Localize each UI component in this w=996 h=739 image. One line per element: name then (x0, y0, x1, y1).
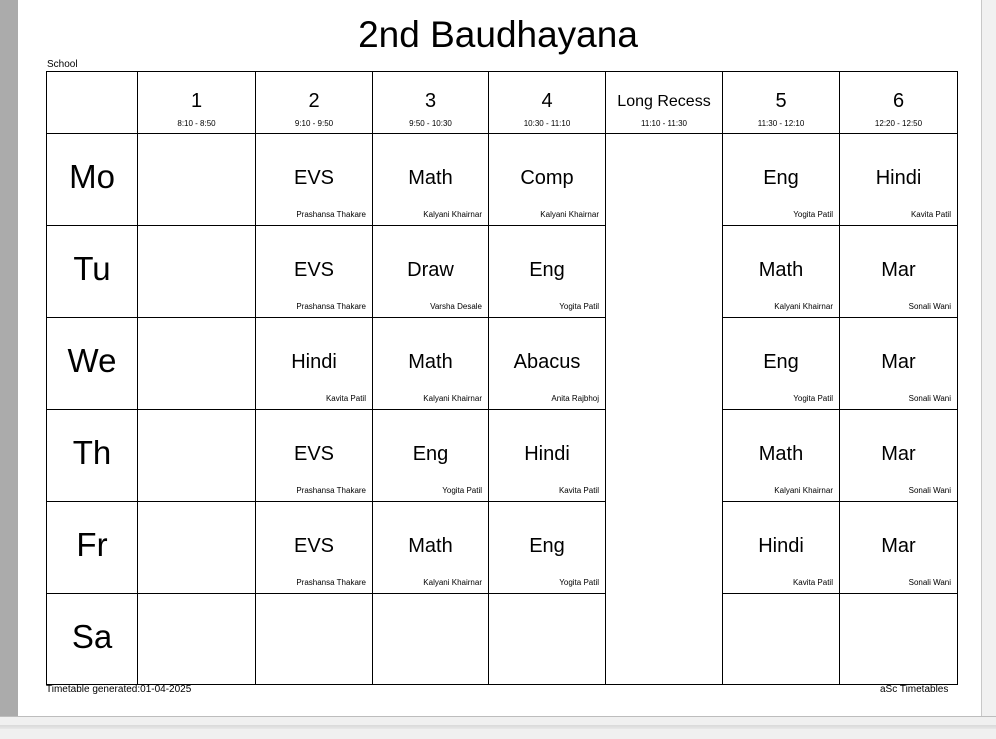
day-cell (47, 594, 138, 685)
day-row-sa (47, 594, 958, 685)
lesson-subject: Math (408, 167, 453, 189)
lesson-cell-empty (373, 594, 489, 685)
lesson-teacher: Kalyani Khairnar (540, 210, 599, 219)
day-row-fr (47, 502, 958, 594)
lesson-subject: Eng (412, 443, 449, 465)
lesson-cell (256, 410, 373, 502)
lesson-teacher: Prashansa Thakare (296, 486, 366, 495)
lesson-cell-empty (489, 594, 606, 685)
lesson-subject: Comp (520, 167, 574, 189)
lesson-cell-empty (138, 318, 256, 410)
lesson-subject: Eng (529, 259, 565, 281)
lesson-cell-empty (840, 594, 958, 685)
lesson-teacher: Yogita Patil (559, 302, 599, 311)
lesson-cell (373, 410, 489, 502)
lesson-teacher: Prashansa Thakare (296, 210, 366, 219)
lesson-subject: Abacus (513, 351, 581, 373)
day-name: Sa (71, 618, 113, 655)
lesson-teacher: Yogita Patil (559, 578, 599, 587)
lesson-teacher: Prashansa Thakare (296, 302, 366, 311)
lesson-cell (256, 134, 373, 226)
long-recess-column (606, 134, 723, 685)
lesson-subject: Math (758, 443, 804, 465)
period-number: 5 (775, 90, 787, 112)
lesson-cell (256, 318, 373, 410)
day-cell (47, 410, 138, 502)
lesson-subject: Hindi (758, 535, 804, 557)
lesson-subject: Eng (763, 351, 799, 373)
recess-label: Long Recess (617, 93, 711, 110)
period-time: 10:30 - 11:10 (523, 119, 571, 128)
lesson-teacher: Kalyani Khairnar (423, 210, 482, 219)
lesson-subject: Math (758, 259, 804, 281)
vertical-scrollbar[interactable] (981, 0, 996, 716)
period-header-3 (373, 72, 489, 134)
lesson-cell-empty (723, 594, 840, 685)
school-label: School (47, 59, 78, 70)
day-row-we (47, 318, 958, 410)
period-time: 9:10 - 9:50 (294, 119, 334, 128)
lesson-teacher: Sonali Wani (908, 394, 951, 403)
horizontal-scrollbar[interactable] (0, 716, 996, 739)
lesson-cell (489, 318, 606, 410)
lesson-subject: Hindi (875, 167, 922, 189)
day-row-tu (47, 226, 958, 318)
brand-label: aSc Timetables (880, 684, 949, 695)
lesson-cell (489, 226, 606, 318)
lesson-teacher: Yogita Patil (793, 210, 833, 219)
lesson-cell-empty (138, 134, 256, 226)
lesson-teacher: Kavita Patil (558, 486, 599, 495)
lesson-teacher: Kavita Patil (325, 394, 366, 403)
lesson-cell (256, 502, 373, 594)
period-time: 12:20 - 12:50 (874, 119, 923, 128)
period-header-4 (489, 72, 606, 134)
day-name: Mo (69, 158, 115, 195)
lesson-teacher: Prashansa Thakare (296, 578, 366, 587)
lesson-subject: Mar (881, 259, 916, 281)
lesson-teacher: Sonali Wani (908, 302, 951, 311)
day-name: We (67, 342, 117, 379)
lesson-teacher: Kalyani Khairnar (774, 486, 833, 495)
lesson-cell (373, 134, 489, 226)
period-time: 11:10 - 11:30 (641, 119, 687, 128)
lesson-cell (723, 318, 840, 410)
lesson-subject: Eng (763, 167, 799, 189)
lesson-subject: EVS (293, 535, 335, 557)
lesson-cell-empty (138, 502, 256, 594)
day-row-th (47, 410, 958, 502)
period-header-row (47, 72, 958, 134)
lesson-subject: EVS (293, 443, 335, 465)
day-name: Tu (73, 250, 111, 287)
period-header-6 (840, 72, 958, 134)
timetable-grid (46, 71, 958, 685)
lesson-cell (840, 410, 958, 502)
lesson-subject: Draw (407, 259, 454, 281)
day-cell (47, 226, 138, 318)
lesson-teacher: Kalyani Khairnar (774, 302, 833, 311)
lesson-cell (256, 226, 373, 318)
period-number: 2 (308, 90, 320, 112)
lesson-cell-empty (138, 594, 256, 685)
day-name: Th (72, 434, 112, 471)
lesson-teacher: Varsha Desale (430, 302, 482, 311)
lesson-cell (489, 502, 606, 594)
lesson-cell (373, 318, 489, 410)
lesson-cell-empty (138, 410, 256, 502)
period-header-2 (256, 72, 373, 134)
lesson-cell (840, 502, 958, 594)
period-number: 3 (424, 90, 437, 112)
lesson-teacher: Kalyani Khairnar (423, 578, 482, 587)
lesson-subject: Mar (881, 535, 916, 557)
period-time: 9:50 - 10:30 (409, 119, 452, 128)
lesson-subject: Hindi (291, 351, 337, 373)
lesson-teacher: Sonali Wani (908, 578, 951, 587)
lesson-cell (723, 226, 840, 318)
lesson-teacher: Anita Rajbhoj (551, 394, 599, 403)
lesson-subject: EVS (293, 259, 335, 281)
lesson-cell (723, 410, 840, 502)
lesson-cell (840, 226, 958, 318)
lesson-subject: Hindi (524, 443, 570, 465)
corner-cell (47, 72, 138, 134)
period-time: 8:10 - 8:50 (177, 119, 216, 128)
lesson-cell-empty (256, 594, 373, 685)
scrollbar-track (0, 725, 996, 729)
lesson-subject: Mar (881, 443, 916, 465)
lesson-cell (723, 134, 840, 226)
lesson-subject: Eng (529, 535, 565, 557)
lesson-teacher: Kavita Patil (910, 210, 951, 219)
period-number: 6 (892, 90, 905, 112)
lesson-subject: Math (408, 535, 453, 557)
day-row-mo (47, 134, 958, 226)
lesson-teacher: Yogita Patil (442, 486, 482, 495)
period-header-long-recess (606, 72, 723, 134)
lesson-cell (489, 134, 606, 226)
day-cell (47, 318, 138, 410)
lesson-subject: EVS (293, 167, 335, 189)
lesson-cell (840, 134, 958, 226)
lesson-teacher: Kalyani Khairnar (423, 394, 482, 403)
day-cell (47, 134, 138, 226)
period-number: 4 (541, 90, 553, 112)
lesson-cell (373, 502, 489, 594)
period-time: 11:30 - 12:10 (757, 119, 805, 128)
lesson-subject: Mar (881, 351, 916, 373)
lesson-cell (489, 410, 606, 502)
day-name: Fr (76, 526, 108, 563)
lesson-teacher: Kavita Patil (792, 578, 833, 587)
generated-date: Timetable generated:01-04-2025 (46, 684, 192, 695)
lesson-cell (723, 502, 840, 594)
lesson-teacher: Sonali Wani (908, 486, 951, 495)
lesson-cell (840, 318, 958, 410)
period-header-5 (723, 72, 840, 134)
lesson-cell-empty (138, 226, 256, 318)
page-title: 2nd Baudhayana (358, 14, 638, 55)
period-number: 1 (190, 90, 203, 112)
day-cell (47, 502, 138, 594)
lesson-subject: Math (408, 351, 453, 373)
lesson-teacher: Yogita Patil (793, 394, 833, 403)
lesson-cell (373, 226, 489, 318)
period-header-1 (138, 72, 256, 134)
